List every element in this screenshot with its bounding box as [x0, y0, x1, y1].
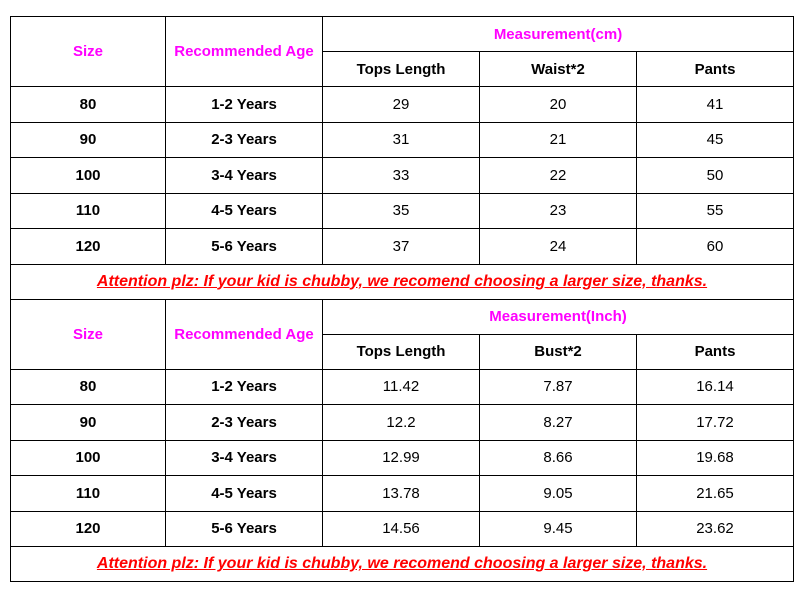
size-cell: 120 [11, 511, 166, 547]
inch-age-header: Recommended Age [166, 299, 323, 369]
pants-cell: 60 [637, 229, 794, 265]
inch-header-row [11, 299, 794, 334]
pants-cell: 21.65 [637, 476, 794, 512]
waist-cell: 24 [480, 229, 637, 265]
size-table [10, 16, 794, 582]
age-cell: 5-6 Years [166, 511, 323, 547]
tops-cell: 12.2 [323, 405, 480, 441]
cm-note-row [11, 264, 794, 299]
size-cell: 90 [11, 405, 166, 441]
tops-cell: 31 [323, 122, 480, 158]
inch-note-row [11, 547, 794, 582]
inch-attention-note [11, 547, 794, 582]
age-cell: 1-2 Years [166, 369, 323, 405]
bust-cell: 8.66 [480, 440, 637, 476]
size-cell: 110 [11, 476, 166, 512]
tops-cell: 12.99 [323, 440, 480, 476]
inch-bust-header: Bust*2 [480, 334, 637, 369]
age-cell: 5-6 Years [166, 229, 323, 265]
inch-measurement-header: Measurement(Inch) [323, 299, 794, 334]
table-row [11, 511, 794, 547]
attention-note-text: Attention plz: If your kid is chubby, we recomend choosing a larger size, thanks. [96, 555, 708, 572]
cm-attention-note [11, 264, 794, 299]
age-cell: 2-3 Years [166, 122, 323, 158]
size-cell: 100 [11, 158, 166, 194]
age-cell: 2-3 Years [166, 405, 323, 441]
table-row [11, 476, 794, 512]
cm-measurement-header: Measurement(cm) [323, 17, 794, 52]
table-row [11, 369, 794, 405]
size-cell: 80 [11, 87, 166, 123]
table-row [11, 122, 794, 158]
tops-cell: 37 [323, 229, 480, 265]
inch-tops-header: Tops Length [323, 334, 480, 369]
cm-pants-header: Pants [637, 52, 794, 87]
pants-cell: 19.68 [637, 440, 794, 476]
tops-cell: 13.78 [323, 476, 480, 512]
tops-cell: 29 [323, 87, 480, 123]
bust-cell: 9.05 [480, 476, 637, 512]
pants-cell: 41 [637, 87, 794, 123]
table-row [11, 229, 794, 265]
tops-cell: 35 [323, 193, 480, 229]
size-cell: 90 [11, 122, 166, 158]
waist-cell: 22 [480, 158, 637, 194]
pants-cell: 23.62 [637, 511, 794, 547]
size-cell: 100 [11, 440, 166, 476]
pants-cell: 45 [637, 122, 794, 158]
table-row [11, 87, 794, 123]
age-cell: 3-4 Years [166, 158, 323, 194]
age-cell: 1-2 Years [166, 87, 323, 123]
size-cell: 110 [11, 193, 166, 229]
table-row [11, 158, 794, 194]
bust-cell: 9.45 [480, 511, 637, 547]
cm-tops-header: Tops Length [323, 52, 480, 87]
waist-cell: 20 [480, 87, 637, 123]
pants-cell: 55 [637, 193, 794, 229]
attention-note-text: Attention plz: If your kid is chubby, we recomend choosing a larger size, thanks. [96, 272, 708, 290]
pants-cell: 50 [637, 158, 794, 194]
cm-header-row [11, 17, 794, 52]
size-cell: 80 [11, 369, 166, 405]
cm-age-header: Recommended Age [166, 17, 323, 87]
tops-cell: 33 [323, 158, 480, 194]
waist-cell: 23 [480, 193, 637, 229]
age-cell: 4-5 Years [166, 476, 323, 512]
age-cell: 3-4 Years [166, 440, 323, 476]
table-row [11, 440, 794, 476]
bust-cell: 7.87 [480, 369, 637, 405]
tops-cell: 11.42 [323, 369, 480, 405]
size-chart [10, 16, 793, 582]
cm-waist-header: Waist*2 [480, 52, 637, 87]
pants-cell: 16.14 [637, 369, 794, 405]
table-row [11, 405, 794, 441]
age-cell: 4-5 Years [166, 193, 323, 229]
size-cell: 120 [11, 229, 166, 265]
inch-pants-header: Pants [637, 334, 794, 369]
table-row [11, 193, 794, 229]
pants-cell: 17.72 [637, 405, 794, 441]
bust-cell: 8.27 [480, 405, 637, 441]
cm-size-header: Size [11, 17, 166, 87]
tops-cell: 14.56 [323, 511, 480, 547]
waist-cell: 21 [480, 122, 637, 158]
inch-size-header: Size [11, 299, 166, 369]
